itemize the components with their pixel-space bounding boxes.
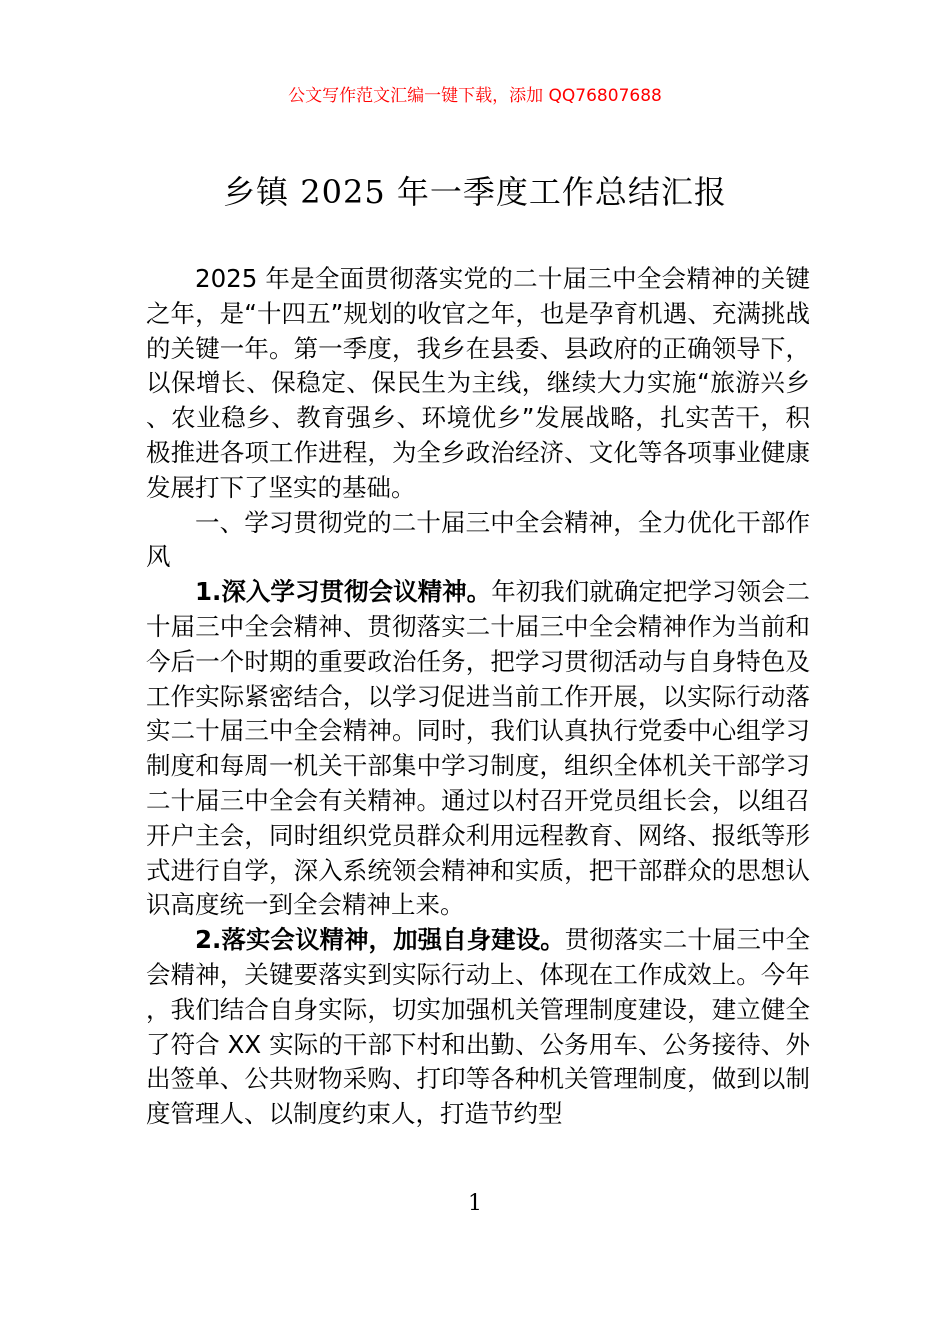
header-download-note: 公文写作范文汇编一键下载，添加 QQ76807688 bbox=[288, 86, 662, 106]
item2-body: 贯彻落实二十届三中全会精神，关键要落实到实际行动上、体现在工作成效上。今年，我们结合自身实际，切实加强机关管理制度建设，建立健全了符合 XX 实际的干部下村和出勤、公务用车、公务接待、外出签单、公共财物采购、打印等各种机关管理制度，做到以制度管理人、以制度约束人，打造节约型 bbox=[146, 925, 811, 1129]
item2-paragraph bbox=[146, 923, 810, 1132]
item1-lead: 1.深入学习贯彻会议精神。 bbox=[195, 577, 492, 607]
item2-lead: 2.落实会议精神，加强自身建设。 bbox=[195, 925, 565, 955]
document-body bbox=[146, 262, 810, 1132]
page-number: 1 bbox=[468, 1191, 482, 1216]
intro-paragraph: 2025 年是全面贯彻落实党的二十届三中全会精神的关键之年，是“十四五”规划的收官之年，也是孕育机遇、充满挑战的关键一年。第一季度，我乡在县委、县政府的正确领导下，以保增长、保稳定、保民生为主线，继续大力实施“旅游兴乡、农业稳乡、教育强乡、环境优乡”发展战略，扎实苦干，积极推进各项工作进程，为全乡政治经济、文化等各项事业健康发展打下了坚实的基础。 bbox=[146, 264, 810, 502]
item1-paragraph bbox=[146, 575, 810, 923]
document-title: 乡镇 2025 年一季度工作总结汇报 bbox=[223, 173, 727, 211]
item1-body: 年初我们就确定把学习领会二十届三中全会精神、贯彻落实二十届三中全会精神作为当前和今后一个时期的重要政治任务，把学习贯彻活动与自身特色及工作实际紧密结合，以学习促进当前工作开展，以实际行动落实二十届三中全会精神。同时，我们认真执行党委中心组学习制度和每周一机关干部集中学习制度，组织全体机关干部学习二十届三中全会有关精神。通过以村召开党员组长会，以组召开户主会，同时组织党员群众利用远程教育、网络、报纸等形式进行自学，深入系统领会精神和实质，把干部群众的思想认识高度统一到全会精神上来。 bbox=[146, 577, 811, 920]
section-heading: 一、学习贯彻党的二十届三中全会精神，全力优化干部作风 bbox=[146, 507, 810, 572]
